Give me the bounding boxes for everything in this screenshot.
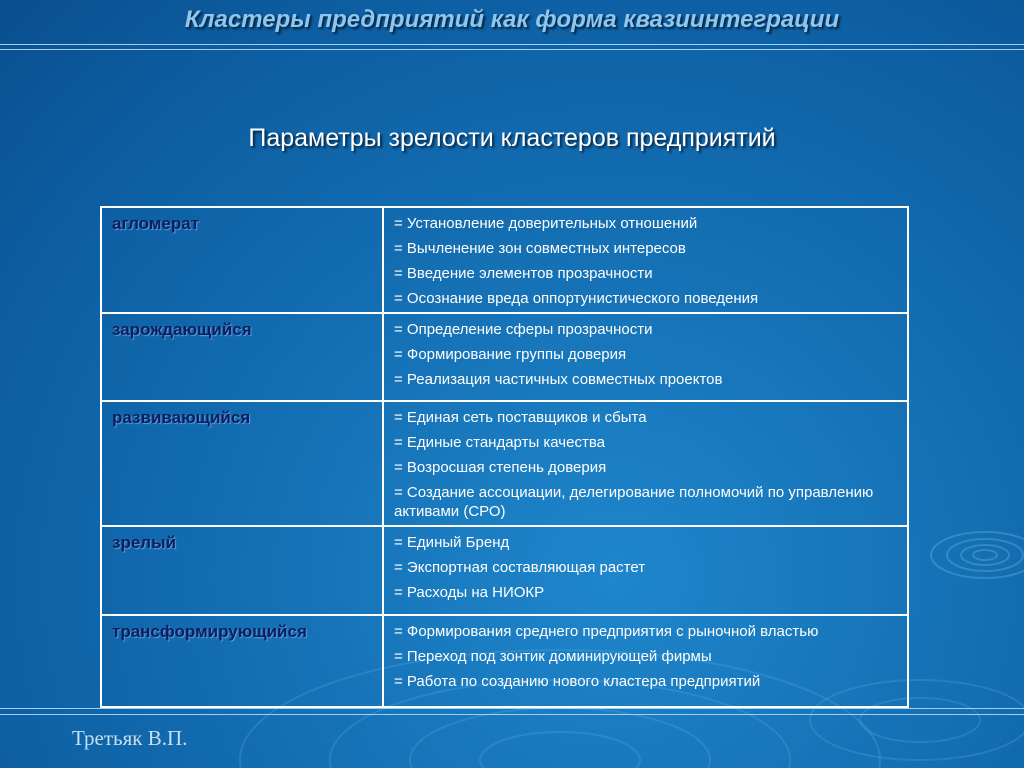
list-item: = Возросшая степень доверия <box>394 459 607 476</box>
stage-cell: зарождающийся <box>101 313 383 401</box>
stage-cell: развивающийся <box>101 401 383 526</box>
items-cell <box>383 401 908 526</box>
table-row <box>101 401 908 526</box>
slide-subtitle: Параметры зрелости кластеров предприятий <box>248 124 776 152</box>
list-item: = Определение сферы прозрачности <box>394 321 653 338</box>
footer-divider-bottom <box>0 714 1024 715</box>
list-item: = Формирование группы доверия <box>394 346 627 363</box>
list-item: = Работа по созданию нового кластера предприятий <box>394 673 761 690</box>
list-item: = Расходы на НИОКР <box>394 584 545 601</box>
list-item: = Единый Бренд <box>394 534 510 551</box>
items-cell <box>383 615 908 707</box>
author-name: Третьяк В.П. <box>72 726 188 750</box>
cluster-maturity-table <box>100 206 909 708</box>
list-item: = Реализация частичных совместных проектов <box>394 371 723 388</box>
list-item: = Установление доверительных отношений <box>394 215 698 232</box>
list-item: = Создание ассоциации, делегирование полномочий по управлению активами (СРО) <box>394 484 874 520</box>
header-divider-bottom <box>0 49 1024 50</box>
items-cell <box>383 313 908 401</box>
list-item: = Формирования среднего предприятия с рыночной властью <box>394 623 819 640</box>
stage-cell: зрелый <box>101 526 383 615</box>
table-row <box>101 207 908 313</box>
list-item: = Введение элементов прозрачности <box>394 265 653 282</box>
header-divider-top <box>0 44 1024 45</box>
footer-divider-top <box>0 708 1024 709</box>
list-item: = Осознание вреда оппортунистического поведения <box>394 290 759 307</box>
table-row <box>101 526 908 615</box>
list-item: = Экспортная составляющая растет <box>394 559 646 576</box>
list-item: = Вычленение зон совместных интересов <box>394 240 686 257</box>
list-item: = Единая сеть поставщиков и сбыта <box>394 409 647 426</box>
items-cell <box>383 526 908 615</box>
list-item: = Переход под зонтик доминирующей фирмы <box>394 648 712 665</box>
list-item: = Единые стандарты качества <box>394 434 605 451</box>
stage-cell: агломерат <box>101 207 383 313</box>
table-row <box>101 313 908 401</box>
table-row <box>101 615 908 707</box>
slide-header-title: Кластеры предприятий как форма квазиинтеграции <box>184 6 840 33</box>
items-cell <box>383 207 908 313</box>
stage-cell: трансформирующийся <box>101 615 383 707</box>
